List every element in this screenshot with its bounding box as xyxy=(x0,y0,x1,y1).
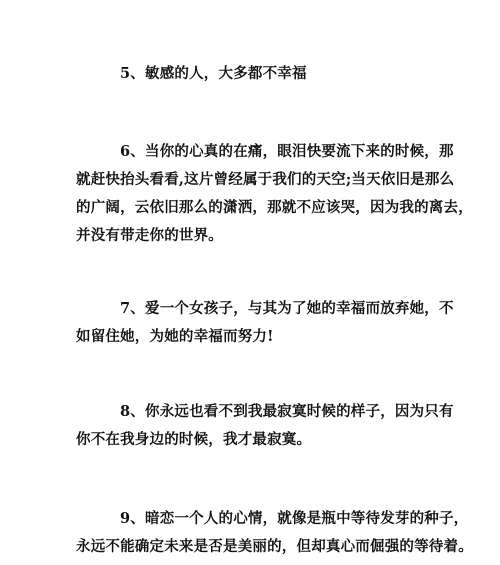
paragraph-6 xyxy=(76,138,473,250)
paragraph-line: 并没有带走你的世界。 xyxy=(76,227,223,244)
paragraph-line: 的广阔，云依旧那么的潇洒，那就不应该哭，因为我的离去， xyxy=(76,199,473,216)
paragraph-line: 6、当你的心真的在痛，眼泪快要流下来的时候，那 xyxy=(120,143,454,160)
paragraph-line: 7、爱一个女孩子，与其为了她的幸福而放弃她，不 xyxy=(120,300,454,317)
paragraph-line: 8、你永远也看不到我最寂寞时候的样子，因为只有 xyxy=(120,403,454,420)
paragraph-line: 5、敏感的人，大多都不幸福 xyxy=(120,65,307,82)
paragraph-9 xyxy=(76,505,473,561)
paragraph-8 xyxy=(76,398,454,454)
paragraph-5 xyxy=(76,60,428,88)
paragraph-line: 就赶快抬头看看,这片曾经属于我们的天空;当天依旧是那么 xyxy=(76,171,455,188)
paragraph-line: 如留住她，为她的幸福而努力! xyxy=(76,328,274,345)
paragraph-line: 9、暗恋一个人的心情，就像是瓶中等待发芽的种子， xyxy=(120,510,469,527)
paragraph-line: 永远不能确定未来是否是美丽的，但却真心而倔强的等待着。 xyxy=(76,538,473,555)
paragraph-line: 你不在我身边的时候，我才最寂寞。 xyxy=(76,431,312,448)
paragraph-7 xyxy=(76,295,454,351)
